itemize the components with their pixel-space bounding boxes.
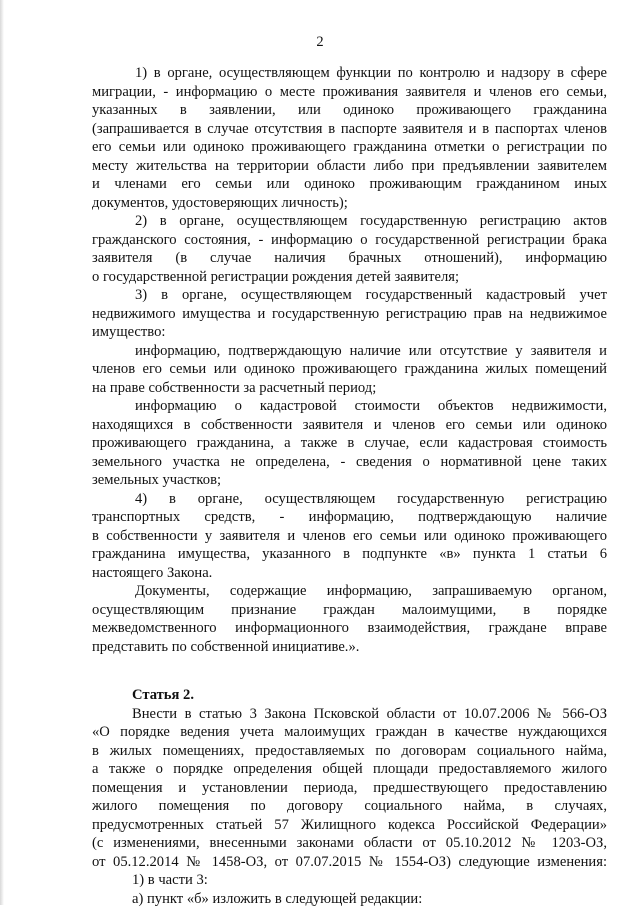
text-line: указанных в заявлении, или одиноко проживающего гражданина	[92, 101, 607, 120]
page-edge-shadow	[0, 0, 4, 905]
text-line: «О порядке ведения учета малоимущих граждан в качестве нуждающихся	[92, 723, 607, 742]
text-line: на праве собственности за расчетный период;	[92, 379, 607, 398]
text-line: земельного участка не определена, - сведения о нормативной цене таких	[92, 453, 607, 472]
text-line: информацию о кадастровой стоимости объектов недвижимости,	[92, 397, 607, 416]
text-line: представить по собственной инициативе.».	[92, 638, 607, 657]
text-line: транспортных средств, - информацию, подтверждающую наличие	[92, 508, 607, 527]
text-line: настоящего Закона.	[92, 564, 607, 583]
text-line: информацию, подтверждающую наличие или отсутствие у заявителя и	[92, 342, 607, 361]
text-line: земельных участков;	[92, 471, 607, 490]
text-line: 1) в органе, осуществляющем функции по контролю и надзору в сфере	[92, 64, 607, 83]
text-line: и членами его семьи или одиноко проживающим гражданином иных	[92, 175, 607, 194]
text-line: (с изменениями, внесенными законами области от 05.10.2012 № 1203-ОЗ,	[92, 834, 607, 853]
text-line: 1) в части 3:	[92, 871, 607, 890]
text-line: находящихся в собственности заявителя и членов его семьи или одиноко	[92, 416, 607, 435]
text-line: 4) в органе, осуществляющем государственную регистрацию	[92, 490, 607, 509]
text-line: 3) в органе, осуществляющем государственный кадастровый учет	[92, 286, 607, 305]
text-line: осуществляющим признание граждан малоимущими, в порядке	[92, 601, 607, 620]
text-line: гражданского состояния, - информацию о государственной регистрации брака	[92, 231, 607, 250]
text-line: межведомственного информационного взаимодействия, граждане вправе	[92, 619, 607, 638]
text-line: членов его семьи или одиноко проживающего гражданина жилых помещений	[92, 360, 607, 379]
text-line: а также о порядке определения общей площади предоставляемого жилого	[92, 760, 607, 779]
text-line: в жилых помещениях, предоставляемых по договорам социального найма,	[92, 742, 607, 761]
text-line: недвижимого имущества и государственную регистрацию прав на недвижимое	[92, 305, 607, 324]
text-line: Документы, содержащие информацию, запрашиваемую органом,	[92, 582, 607, 601]
text-line: а) пункт «б» изложить в следующей редакции:	[92, 890, 607, 908]
text-line: имущество:	[92, 323, 607, 342]
text-line: помещения и установлении периода, предшествующего предоставлению	[92, 779, 607, 798]
text-line: (запрашивается в случае отсутствия в паспорте заявителя и в паспортах членов	[92, 120, 607, 139]
paragraph-gap	[92, 656, 607, 686]
text-line: документов, удостоверяющих личность);	[92, 194, 607, 213]
text-line: миграции, - информацию о месте проживания заявителя и членов его семьи,	[92, 83, 607, 102]
text-line: в собственности у заявителя и членов его семьи или одиноко проживающего	[92, 527, 607, 546]
text-line: Внести в статью 3 Закона Псковской области от 10.07.2006 № 566-ОЗ	[92, 705, 607, 724]
article-heading: Статья 2.	[92, 686, 607, 705]
page-number: 2	[0, 34, 640, 51]
text-line: гражданина имущества, указанного в подпункте «в» пункта 1 статьи 6	[92, 545, 607, 564]
text-line: заявителя (в случае наличия брачных отношений), информацию	[92, 249, 607, 268]
text-line: проживающего гражданина, а также в случае, если кадастровая стоимость	[92, 434, 607, 453]
text-line: жилого помещения по договору социального найма, в случаях,	[92, 797, 607, 816]
document-body	[92, 64, 607, 908]
text-line: от 05.12.2014 № 1458-ОЗ, от 07.07.2015 № 1554-ОЗ) следующие изменения:	[92, 853, 607, 872]
text-line: предусмотренных статьей 57 Жилищного кодекса Российской Федерации»	[92, 816, 607, 835]
text-line: месту жительства на территории области либо при предъявлении заявителем	[92, 157, 607, 176]
text-line: 2) в органе, осуществляющем государственную регистрацию актов	[92, 212, 607, 231]
text-line: о государственной регистрации рождения детей заявителя;	[92, 268, 607, 287]
text-line: его семьи или одиноко проживающего гражданина отметки о регистрации по	[92, 138, 607, 157]
